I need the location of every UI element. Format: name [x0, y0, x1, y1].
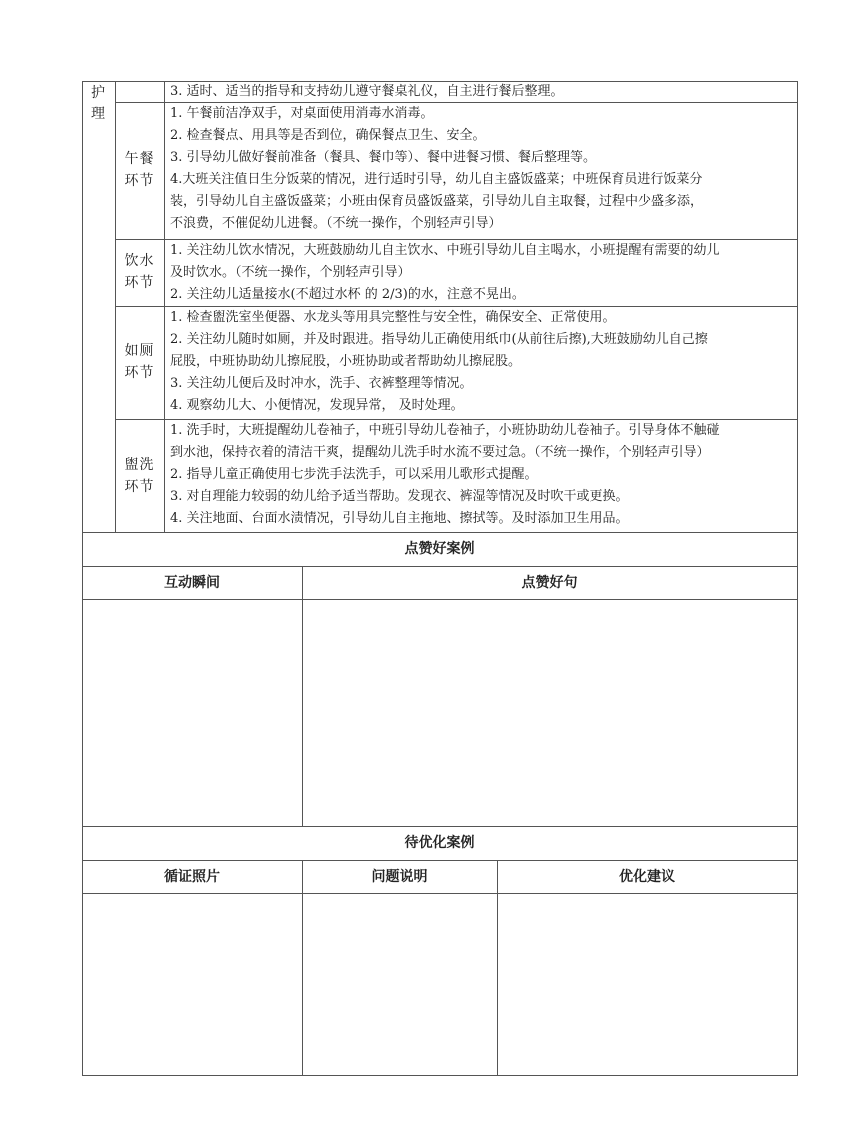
praise-section-end [82, 826, 797, 827]
toilet-item: 3. 关注幼儿便后及时冲水，洗手、衣裤整理等情况。 [170, 376, 473, 391]
section-toilet-label-line1: 如厕 [124, 343, 155, 359]
table-border-right [797, 81, 798, 1076]
lunch-item: 不浪费，不催促幼儿进餐。（不统一操作，个别轻声引导） [170, 216, 502, 231]
section-toilet-label-line2: 环节 [124, 365, 155, 381]
row-divider-2 [115, 306, 797, 307]
lunch-item: 2. 检查餐点、用具等是否到位，确保餐点卫生、安全。 [170, 128, 486, 143]
row-divider-1 [115, 239, 797, 240]
optimize-col-issue-header: 问题说明 [371, 869, 428, 885]
drink-item: 2. 关注幼儿适量接水(不超过水杯 的 2/3)的水，注意不晃出。 [170, 287, 525, 302]
section-lunch-label-line2: 环节 [124, 173, 155, 189]
care-section-end [82, 532, 797, 533]
praise-moment-entry-area[interactable] [83, 600, 302, 826]
table-border-top [82, 81, 797, 82]
lunch-item: 1. 午餐前洁净双手，对桌面使用消毒水消毒。 [170, 106, 434, 121]
category-label-top: 护 [91, 85, 105, 101]
optimize-col-suggestion-header: 优化建议 [619, 869, 675, 885]
toilet-item: 2. 关注幼儿随时如厕，并及时跟进。指导幼儿正确使用纸巾(从前往后擦),大班鼓励幼儿自己擦 [170, 332, 708, 347]
row-divider-0 [115, 102, 797, 103]
lunch-item: 3. 引导幼儿做好餐前准备（餐具、餐巾等）、餐中进餐习惯、餐后整理等。 [170, 150, 597, 165]
section-lunch-label-line1: 午餐 [124, 151, 155, 167]
wash-item: 4. 关注地面、台面水渍情况，引导幼儿自主拖地、擦拭等。及时添加卫生用品。 [170, 511, 629, 526]
drink-item: 1. 关注幼儿饮水情况，大班鼓励幼儿自主饮水、中班引导幼儿自主喝水，小班提醒有需要的幼儿 [170, 243, 720, 258]
optimize-issue-entry-area[interactable] [303, 894, 497, 1075]
lunch-item: 4.大班关注值日生分饭菜的情况，进行适时引导，幼儿自主盛饭盛菜；中班保育员进行饭菜分 [170, 172, 703, 187]
section-drink-label-line1: 饮水 [124, 253, 155, 269]
section-lunch-label [115, 148, 164, 192]
optimize-col-photo-header: 循证照片 [164, 869, 220, 885]
drink-item: 及时饮水。（不统一操作，个别轻声引导） [170, 265, 411, 280]
praise-title-divider [82, 566, 797, 567]
table-border-bottom [82, 1075, 798, 1076]
section-wash-label [115, 454, 164, 498]
wash-item: 3. 对自理能力较弱的幼儿给予适当帮助。发现衣、裤湿等情况及时吹干或更换。 [170, 489, 629, 504]
optimize-photo-entry-area[interactable] [83, 894, 302, 1075]
praise-section-title: 点赞好案例 [404, 541, 475, 557]
optimize-title-divider [82, 860, 797, 861]
praise-col-quote-header: 点赞好句 [521, 575, 578, 591]
praise-quote-entry-area[interactable] [303, 600, 797, 826]
section-drink-label [115, 250, 164, 294]
toilet-item: 屁股，中班协助幼儿擦屁股，小班协助或者帮助幼儿擦屁股。 [170, 354, 522, 369]
wash-item: 2. 指导儿童正确使用七步洗手法洗手，可以采用儿歌形式提醒。 [170, 467, 538, 482]
row0-item: 3. 适时、适当的指导和支持幼儿遵守餐桌礼仪，自主进行餐后整理。 [170, 84, 564, 99]
wash-item: 到水池，保持衣着的清洁干爽，提醒幼儿洗手时水流不要过急。（不统一操作，个别轻声引导） [170, 445, 710, 460]
optimize-suggestion-entry-area[interactable] [498, 894, 797, 1075]
toilet-item: 1. 检查盥洗室坐便器、水龙头等用具完整性与安全性，确保安全、正常使用。 [170, 310, 616, 325]
wash-item: 1. 洗手时，大班提醒幼儿卷袖子，中班引导幼儿卷袖子，小班协助幼儿卷袖子。引导身体不触碰 [170, 423, 720, 438]
section-wash-label-line2: 环节 [124, 479, 155, 495]
row-divider-3 [115, 419, 797, 420]
lunch-item: 装，引导幼儿自主盛饭盛菜；小班由保育员盛饭盛菜，引导幼儿自主取餐，过程中少盛多添， [170, 194, 704, 209]
section-wash-label-line1: 盥洗 [124, 457, 155, 473]
toilet-item: 4. 观察幼儿大、小便情况，发现异常， 及时处理。 [170, 398, 464, 413]
section-toilet-label [115, 340, 164, 384]
section-drink-label-line2: 环节 [124, 275, 155, 291]
category-label-bottom: 理 [91, 106, 105, 122]
praise-col-moment-header: 互动瞬间 [164, 575, 220, 591]
optimize-section-title: 待优化案例 [404, 835, 475, 851]
